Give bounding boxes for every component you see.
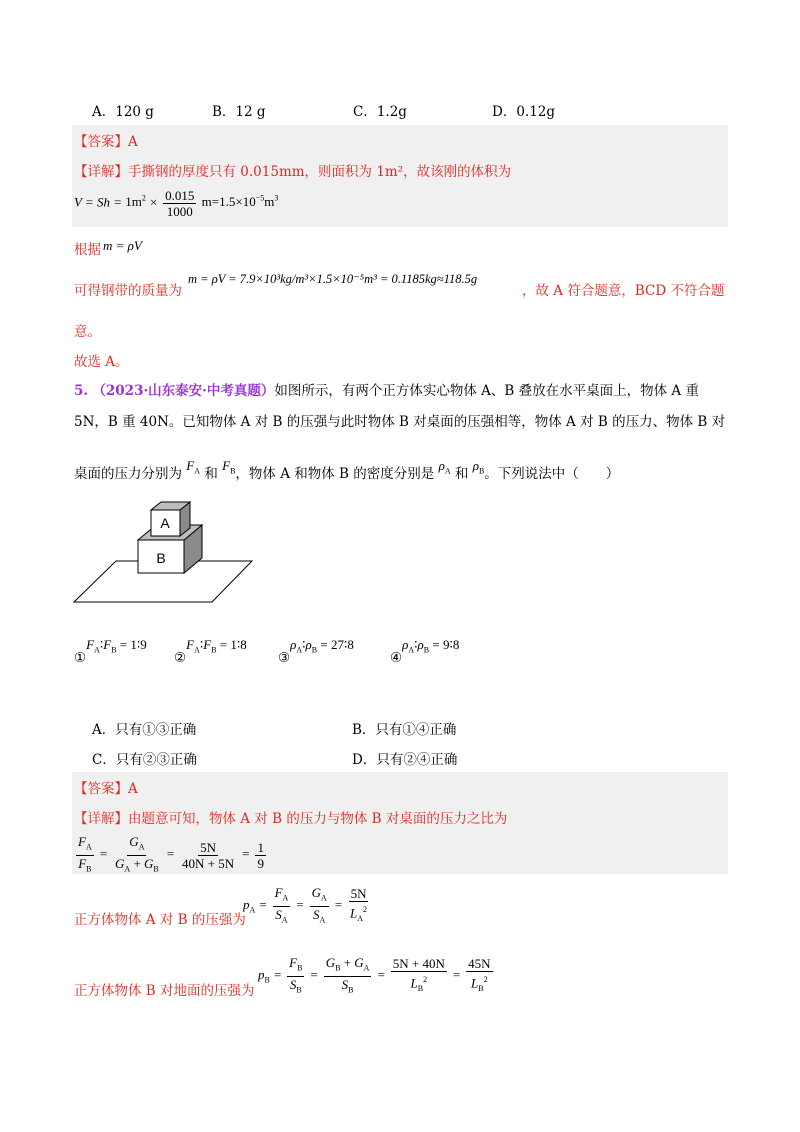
q5-statement-1: $①F_A∶F_B$ = 1∶9 bbox=[74, 637, 147, 666]
q4-mass-tail: 意。 bbox=[74, 324, 101, 340]
q5-rhoa-symbol: $\rho_A$ bbox=[438, 458, 451, 476]
q5-fa-symbol: $F_A$ bbox=[186, 458, 201, 476]
q4-option-a: A．120 g bbox=[92, 104, 154, 120]
q5-pb-formula: $p_B$ = $\frac{F_B}{S_B}$ = $\frac{G_B + G_A}{S_B}$ = $\frac{5N + 40N}{L_B^2}$ = $\frac{45N}{L_B^2}$ bbox=[258, 955, 491, 995]
q4-mass-prefix: 可得钢带的质量为 bbox=[74, 283, 182, 299]
q5-option-d: D．只有②④正确 bbox=[352, 752, 458, 768]
q5-option-c: C．只有②③正确 bbox=[92, 752, 197, 768]
q5-answer: 【答案】A bbox=[74, 781, 138, 797]
q5-stem-text3d: 和 bbox=[454, 466, 469, 482]
q4-mass-formula: m = ρV = 7.9×10³kg/m³×1.5×10⁻⁵m³ = 0.1185kg≈118.5g bbox=[188, 272, 478, 286]
q4-option-b: B．12 g bbox=[212, 104, 266, 120]
q5-pa-prefix: 正方体物体 A 对 B 的压强为 bbox=[74, 912, 246, 928]
q4-basis-formula: m = ρV bbox=[103, 238, 142, 253]
q5-pb-prefix: 正方体物体 B 对地面的压强为 bbox=[74, 983, 255, 999]
q4-mass-suffix: ，故 A 符合题意，BCD 不符合题 bbox=[522, 283, 725, 299]
q4-option-c: C．1.2g bbox=[353, 104, 407, 120]
q4-conclusion: 故选 A。 bbox=[74, 354, 129, 370]
q5-stem-text3c: ，物体 A 和物体 B 的密度分别是 bbox=[235, 466, 435, 482]
q4-volume-formula: $V = Sh = 1m^2$ × $\frac{0.015}{1000}$ $m=1.5\times 10^{-5}m^3$ bbox=[74, 188, 279, 219]
q4-option-d: D．0.12g bbox=[492, 104, 556, 120]
q4-answer: 【答案】A bbox=[74, 134, 138, 150]
block-b-label: B bbox=[156, 550, 166, 566]
block-a-label: A bbox=[160, 515, 170, 531]
q5-option-a: A．只有①③正确 bbox=[92, 722, 197, 738]
q4-detail: 【详解】手撕钢的厚度只有 0.015mm，则面积为 1m²，故该刚的体积为 bbox=[74, 164, 512, 180]
q5-stem-line3 bbox=[74, 458, 620, 484]
q5-statement-2: $②F_A∶F_B$ = 1∶8 bbox=[174, 637, 247, 666]
q5-source: （2023·山东泰安·中考真题） bbox=[92, 383, 275, 399]
q5-pa-formula: $p_A$ = $\frac{F_A}{S_A}$ = $\frac{G_A}{S_A}$ = $\frac{5N}{L_A^2}$ bbox=[243, 885, 368, 925]
q4-basis-prefix: 根据 bbox=[74, 242, 101, 258]
q5-fb-symbol: $F_B$ bbox=[222, 458, 236, 476]
q5-option-b: B．只有①④正确 bbox=[352, 722, 457, 738]
q5-detail: 【详解】由题意可知，物体 A 对 B 的压力与物体 B 对桌面的压力之比为 bbox=[74, 811, 508, 827]
q5-stem-line2: 5N，B 重 40N。已知物体 A 对 B 的压强与此时物体 B 对桌面的压强相等，物体 A 对 B 的压力、物体 B 对 bbox=[74, 414, 726, 430]
q5-ratio-formula: $\frac{F_A}{F_B}$ = $\frac{G_A}{G_A + G_B}$ = $\frac{5N}{40N + 5N}$ = $\frac{1}{9}$ bbox=[78, 834, 264, 874]
q5-stem-text1: 如图所示，有两个正方体实心物体 A、B 叠放在水平桌面上，物体 A 重 bbox=[274, 383, 699, 399]
q5-stem-line1 bbox=[74, 379, 699, 399]
q5-statement-4: $④\rho_A∶\rho_B$ = 9∶8 bbox=[390, 637, 460, 666]
stacked-blocks-figure bbox=[70, 495, 260, 605]
q5-statement-3: $③\rho_A∶\rho_B$ = 27∶8 bbox=[278, 637, 354, 666]
q5-stem-text3e: 。下列说法中（ ） bbox=[484, 466, 620, 482]
q5-number: 5. bbox=[74, 383, 89, 399]
q5-stem-text3b: 和 bbox=[204, 466, 218, 482]
q5-rhob-symbol: $\rho_B$ bbox=[472, 458, 485, 476]
q5-stem-text3a: 桌面的压力分别为 bbox=[74, 466, 182, 482]
